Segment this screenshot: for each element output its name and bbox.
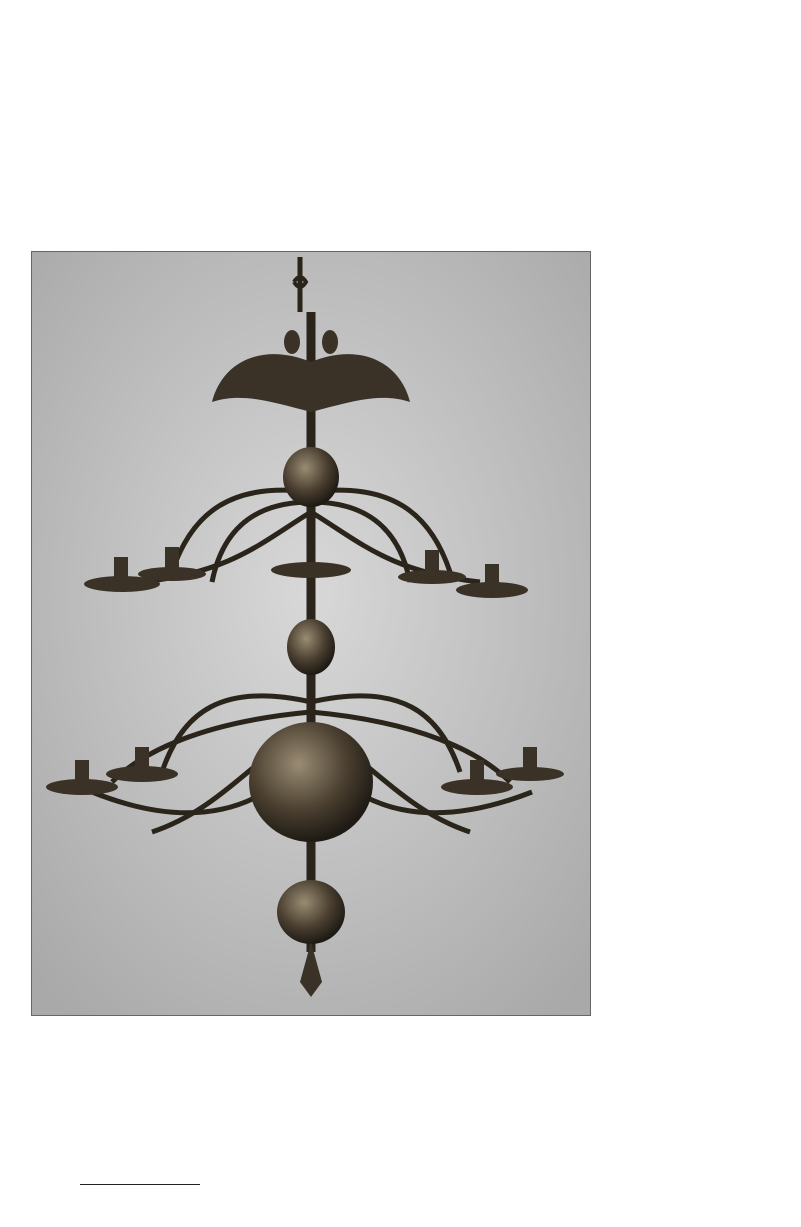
chandelier-photograph xyxy=(31,251,591,1016)
chandelier-illustration xyxy=(32,252,590,1015)
footnote-rule xyxy=(80,1184,200,1185)
